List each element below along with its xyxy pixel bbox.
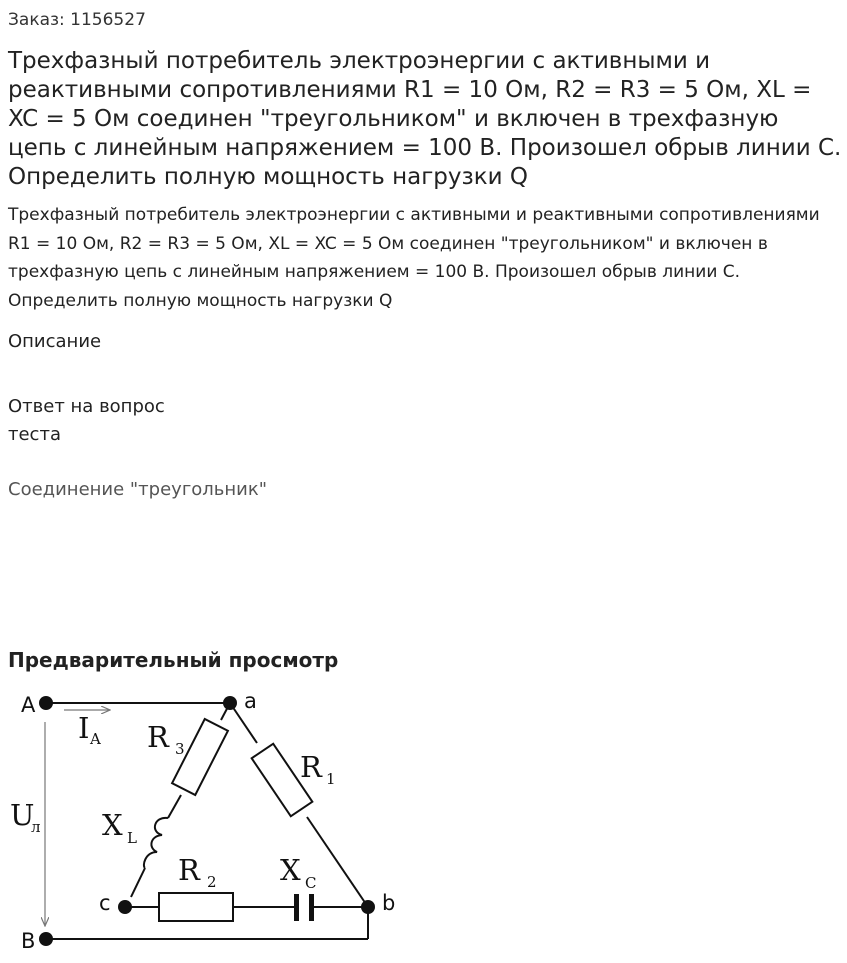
xl-subscript: L — [127, 829, 137, 847]
r3-subscript: 3 — [175, 740, 185, 758]
problem-description: Трехфазный потребитель электроэнергии с активными и реактивными сопротивлениями R1 = 10 Ом, R2 = R3 = 5 Ом, XL = XC = 5 Ом соединен "треугольником" и включен в трехфазную цепь с линейным напряжением = 100 В. Произошел обрыв линии C. Определить полную мощность нагрузки Q — [8, 205, 820, 311]
xl-label: X — [102, 808, 123, 842]
r1-subscript: 1 — [326, 770, 336, 788]
preview-heading: Предварительный просмотр — [8, 648, 339, 672]
node-b-label: b — [382, 891, 396, 915]
current-subscript: A — [90, 730, 101, 748]
r2-subscript: 2 — [207, 873, 217, 891]
label-current — [78, 711, 101, 748]
voltage-label: U — [10, 798, 35, 832]
node-a-label: a — [244, 689, 257, 713]
label-r1 — [300, 750, 336, 788]
node-c-label: c — [99, 891, 111, 915]
section-label-description: Описание — [8, 331, 102, 352]
answer-heading: Ответ на вопрос теста — [8, 396, 165, 445]
label-r2 — [178, 853, 217, 891]
node-a-dot — [223, 696, 237, 710]
node-B-dot — [39, 932, 53, 946]
label-r3 — [147, 720, 185, 758]
node-b-dot — [361, 900, 375, 914]
voltage-subscript: л — [31, 818, 41, 836]
circuit-diagram — [0, 680, 420, 963]
node-A-label: A — [21, 693, 36, 717]
r3-label: R — [147, 720, 169, 754]
capacitor-xc — [294, 894, 314, 921]
xc-subscript: C — [305, 874, 317, 892]
node-c-dot — [118, 900, 132, 914]
r2-label: R — [178, 853, 200, 887]
label-xc — [280, 853, 316, 892]
order-number: Заказ: 1156527 — [8, 10, 146, 30]
label-voltage — [10, 798, 41, 836]
page-title: Трехфазный потребитель электроэнергии с активными и реактивными сопротивлениями R1 = 10 Ом, R2 = R3 = 5 Ом, XL = XC = 5 Ом соединен "треугольником" и включен в трехфазную цепь с линейным напряжением = 100 В. Произошел обрыв линии C. Определить полную мощность нагрузки Q — [8, 48, 842, 190]
current-label: I — [78, 711, 90, 745]
xc-label: X — [280, 853, 301, 887]
resistor-r2 — [159, 893, 233, 921]
answer-text: Соединение "треугольник" — [8, 479, 268, 500]
node-B-label: B — [21, 929, 36, 953]
node-A-dot — [39, 696, 53, 710]
r1-label: R — [300, 750, 322, 784]
label-xl — [102, 808, 137, 847]
inductor-xl — [144, 818, 168, 868]
